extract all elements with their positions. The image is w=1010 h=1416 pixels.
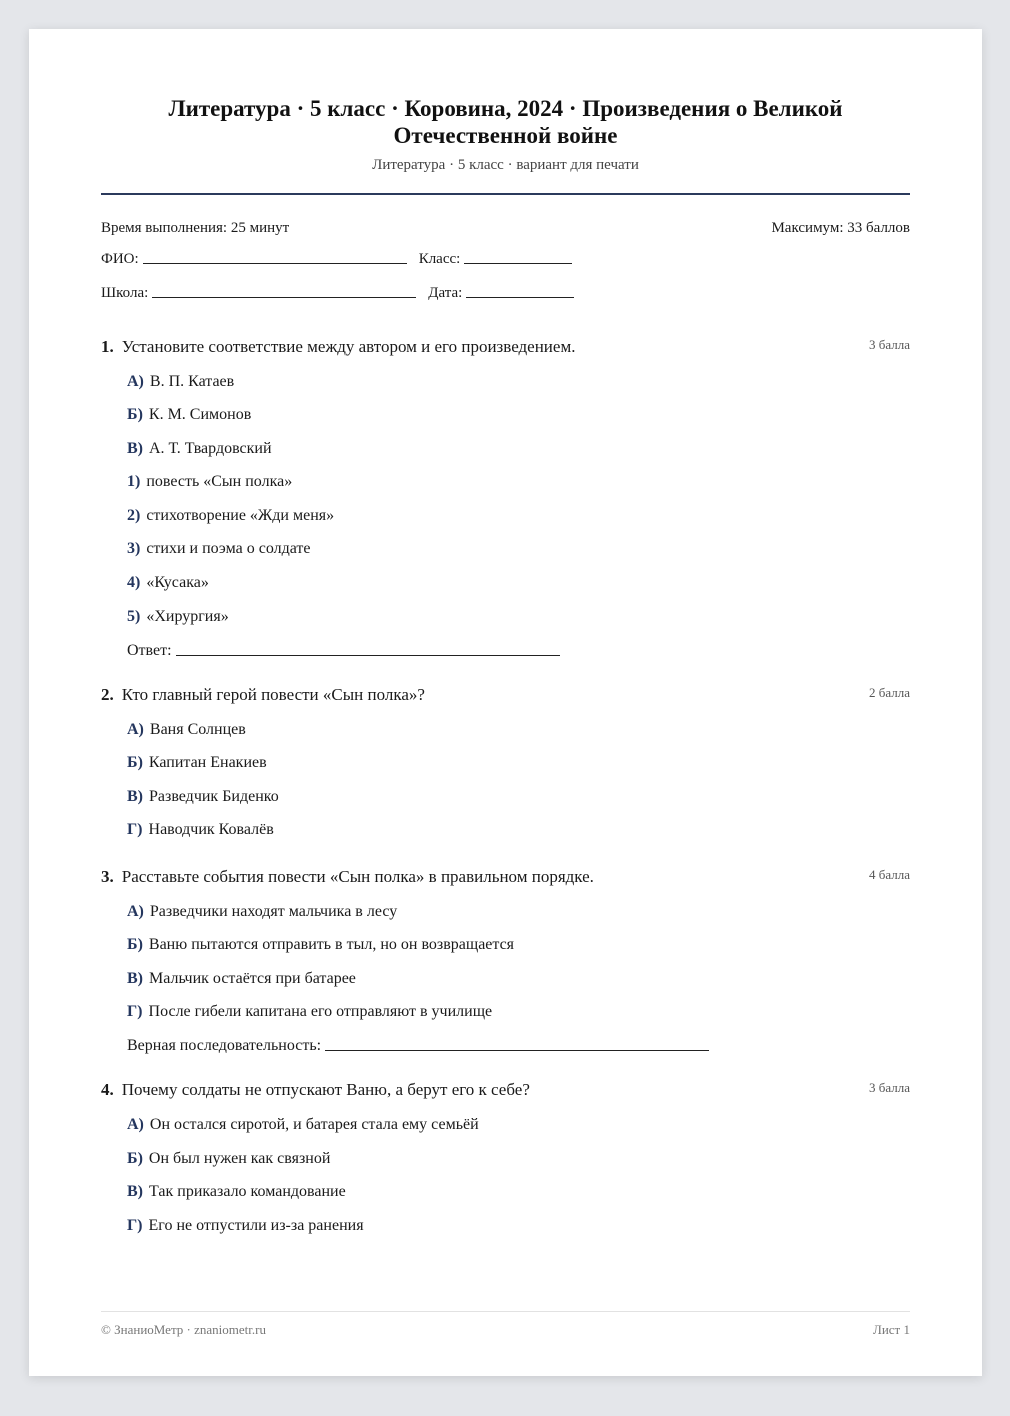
option-letter: Б) [127,936,143,953]
school-label: Школа: [101,285,149,301]
date-field[interactable] [466,296,574,298]
footer-copyright: © ЗнаниоМетр · znaniometr.ru [101,1322,266,1337]
answer-row [127,1037,715,1055]
question-header [101,867,910,887]
question-number: 1. [101,337,114,356]
option-text: После гибели капитана его отправляют в училище [148,1003,493,1020]
option-text: «Хирургия» [146,608,229,625]
question-number: 2. [101,685,114,704]
question-header [101,1080,910,1100]
option-letter: Г) [127,821,143,838]
meta-row [101,220,910,237]
class-label: Класс: [418,251,461,267]
class-field[interactable] [464,262,572,264]
question-number: 3. [101,867,114,886]
max-score: Максимум: 33 баллов [771,220,910,236]
option-letter: В) [127,788,143,805]
page-footer [101,1322,910,1338]
fio-field[interactable] [143,262,407,264]
option-item [127,406,251,424]
option-letter: 4) [127,574,141,591]
option-text: Капитан Енакиев [148,754,267,771]
option-text: Он был нужен как связной [148,1150,331,1167]
page-title: Литература · 5 класс · Коровина, 2024 · Произведения о Великой Отечественной войне [168,96,843,148]
option-item [127,1003,492,1021]
option-text: Мальчик остаётся при батарее [149,970,356,987]
question-number: 4. [101,1080,114,1099]
option-letter: Г) [127,1217,143,1234]
option-item [127,721,246,739]
answer-field[interactable] [176,654,560,656]
option-item [127,373,234,391]
option-text: Наводчик Ковалёв [148,821,274,838]
option-letter: А) [127,721,144,738]
option-text: стихотворение «Жди меня» [146,507,335,524]
answer-row [127,642,566,660]
option-letter: В) [127,970,143,987]
question-points: 4 балла [869,867,910,882]
question-header [101,337,910,357]
option-item [127,440,272,458]
question-points: 2 балла [869,685,910,700]
question-text: Установите соответствие между автором и его произведением. [121,337,576,356]
option-item [127,788,279,806]
option-letter: 3) [127,540,141,557]
question-2 [101,685,910,838]
worksheet-page [29,29,982,1376]
option-letter: 2) [127,507,141,524]
footer-divider [101,1311,910,1312]
option-text: повесть «Сын полка» [146,473,293,490]
school-date-row [101,285,580,302]
question-3 [101,867,910,1054]
option-item [127,1150,330,1168]
option-text: «Кусака» [146,574,209,591]
answer-label: Ответ: [127,642,172,659]
option-text: В. П. Катаев [149,373,235,390]
page-number: Лист 1 [873,1322,910,1337]
question-text: Расставьте события повести «Сын полка» в правильном порядке. [121,867,594,886]
option-text: К. М. Симонов [148,406,252,423]
option-text: Разведчик Биденко [149,788,279,805]
option-item [127,970,356,988]
option-letter: В) [127,440,143,457]
option-letter: 1) [127,473,141,490]
option-text: Он остался сиротой, и батарея стала ему семьёй [149,1116,479,1133]
option-item [127,608,229,626]
answer-label: Верная последовательность: [127,1037,322,1054]
option-text: А. Т. Твардовский [149,440,272,457]
question-points: 3 балла [869,1080,910,1095]
option-letter: В) [127,1183,143,1200]
option-text: стихи и поэма о солдате [146,540,311,557]
question-1 [101,337,910,659]
option-item [127,1183,346,1201]
option-text: Его не отпустили из-за ранения [148,1217,364,1234]
option-item [127,574,209,592]
time-limit: Время выполнения: 25 минут [101,220,290,236]
question-text: Почему солдаты не отпускают Ваню, а берут его к себе? [121,1080,530,1099]
school-field[interactable] [152,296,416,298]
option-letter: Б) [127,406,143,423]
date-label: Дата: [428,285,463,301]
option-letter: А) [127,903,144,920]
page-subtitle: Литература · 5 класс · вариант для печати [372,157,639,173]
question-header [101,685,910,705]
question-4 [101,1080,910,1234]
option-text: Разведчики находят мальчика в лесу [149,903,398,920]
option-item [127,754,267,772]
question-text: Кто главный герой повести «Сын полка»? [121,685,425,704]
option-item [127,1116,479,1134]
option-letter: Б) [127,1150,143,1167]
option-item [127,507,334,525]
option-item [127,1217,364,1235]
option-letter: 5) [127,608,141,625]
option-letter: А) [127,1116,144,1133]
option-item [127,821,274,839]
option-item [127,903,397,921]
option-letter: А) [127,373,144,390]
option-text: Так приказало командование [149,1183,346,1200]
option-text: Ваня Солнцев [149,721,246,738]
option-letter: Г) [127,1003,143,1020]
fio-label: ФИО: [101,251,139,267]
header-divider [101,193,910,195]
option-letter: Б) [127,754,143,771]
question-points: 3 балла [869,337,910,352]
option-text: Ваню пытаются отправить в тыл, но он возвращается [148,936,515,953]
fio-class-row [101,251,578,268]
option-item [127,936,514,954]
answer-field[interactable] [325,1049,709,1051]
option-item [127,473,292,491]
option-item [127,540,311,558]
